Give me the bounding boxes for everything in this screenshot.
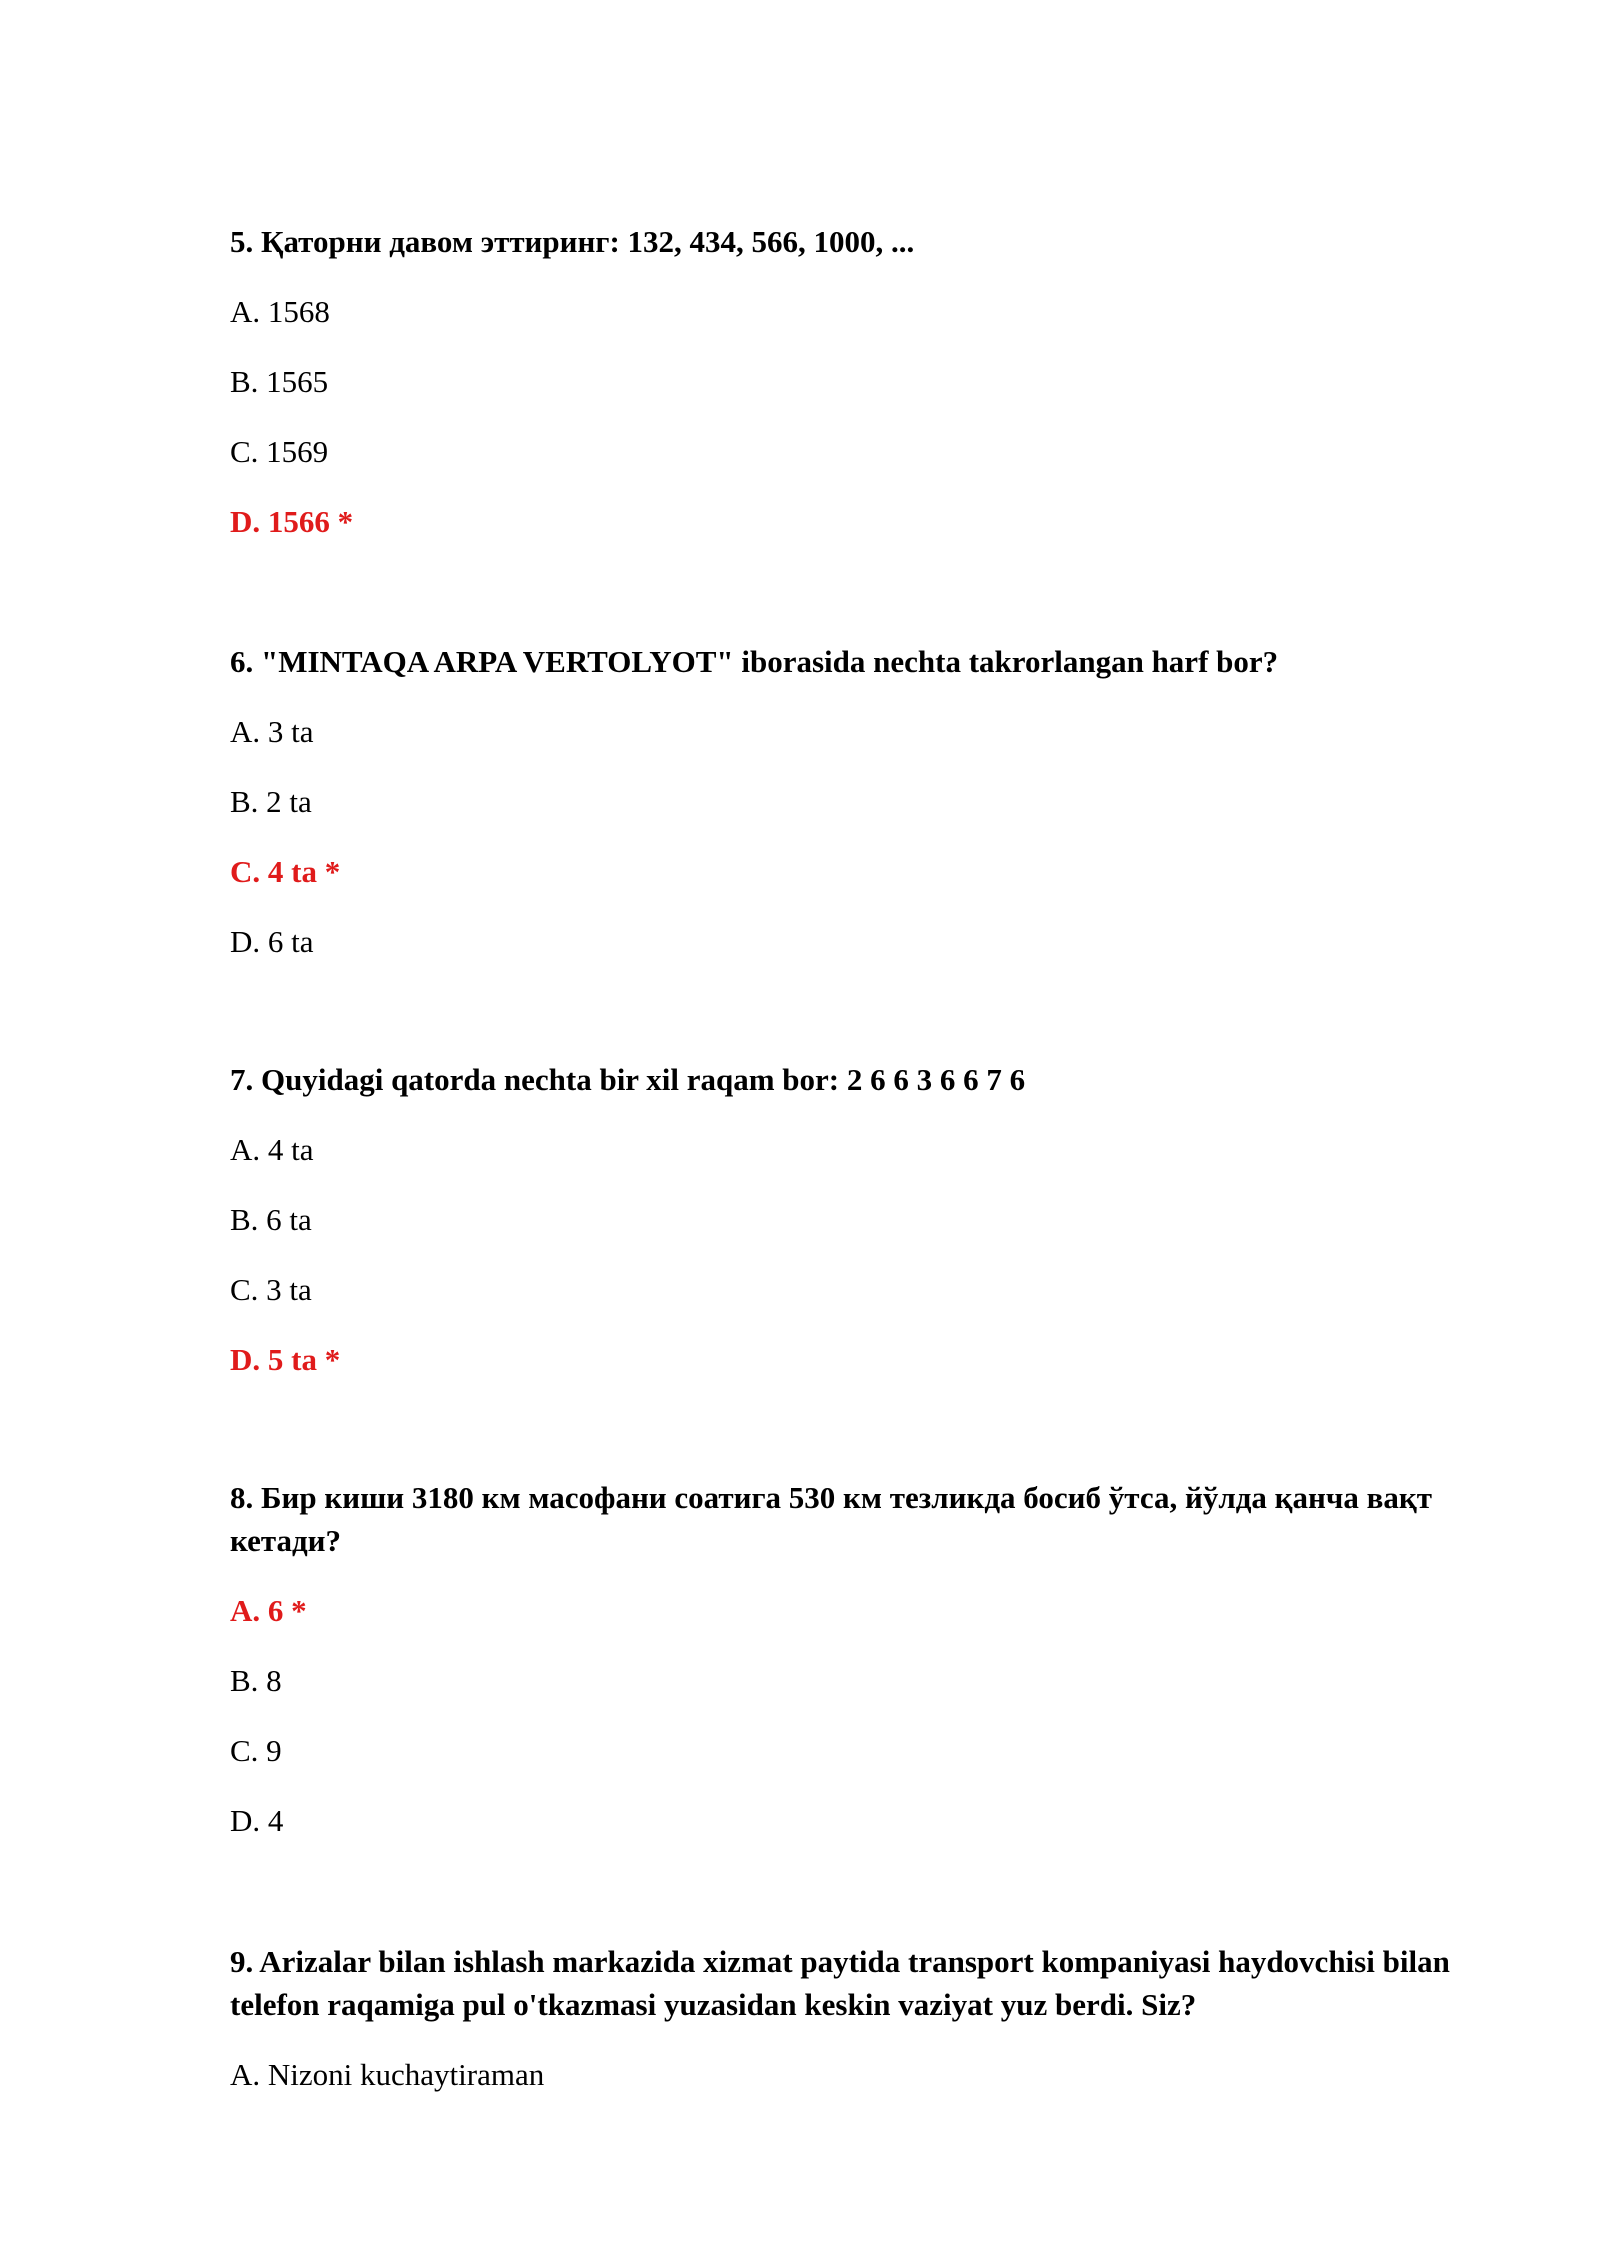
option-b: B. 8: [230, 1663, 282, 1698]
option-d: D. 4: [230, 1803, 284, 1838]
option-c: C. 3 ta: [230, 1272, 312, 1307]
option-c-correct-answer: C. 4 ta *: [230, 854, 341, 889]
question-text: 6. "MINTAQA ARPA VERTOLYOT" iborasida nechta takrorlangan harf bor?: [230, 644, 1279, 679]
question-text: 5. Қаторни давом эттиринг: 132, 434, 566, 1000, ...: [230, 224, 915, 259]
question-text: 9. Arizalar bilan ishlash markazida xizmat paytida transport kompaniyasi haydovchisi bilan telefon raqamiga pul o'tkazmasi yuzasidan keskin vaziyat yuz berdi. Siz?: [230, 1944, 1450, 2022]
option-c: C. 1569: [230, 434, 329, 469]
option-b: B. 2 ta: [230, 784, 312, 819]
option-a: A. 4 ta: [230, 1132, 314, 1167]
option-a: A. 1568: [230, 294, 330, 329]
option-c: C. 9: [230, 1733, 282, 1768]
option-b: B. 6 ta: [230, 1202, 312, 1237]
option-a: A. Nizoni kuchaytiraman: [230, 2057, 545, 2092]
option-d: D. 6 ta: [230, 924, 314, 959]
question-8: [230, 1476, 1510, 1842]
question-7: [230, 1058, 1510, 1381]
question-6: [230, 640, 1510, 963]
option-b: B. 1565: [230, 364, 329, 399]
option-a-correct-answer: A. 6 *: [230, 1593, 307, 1628]
question-text: 7. Quyidagi qatorda nechta bir xil raqam bor: 2 6 6 3 6 6 7 6: [230, 1062, 1026, 1097]
option-a: A. 3 ta: [230, 714, 314, 749]
question-9: [230, 1940, 1510, 2096]
question-text: 8. Бир киши 3180 км масофани соатига 530 км тезликда босиб ўтса, йўлда қанча вақт кетади?: [230, 1480, 1432, 1558]
option-d-correct-answer: D. 1566 *: [230, 504, 354, 539]
option-d-correct-answer: D. 5 ta *: [230, 1342, 341, 1377]
question-5: [230, 220, 1510, 543]
